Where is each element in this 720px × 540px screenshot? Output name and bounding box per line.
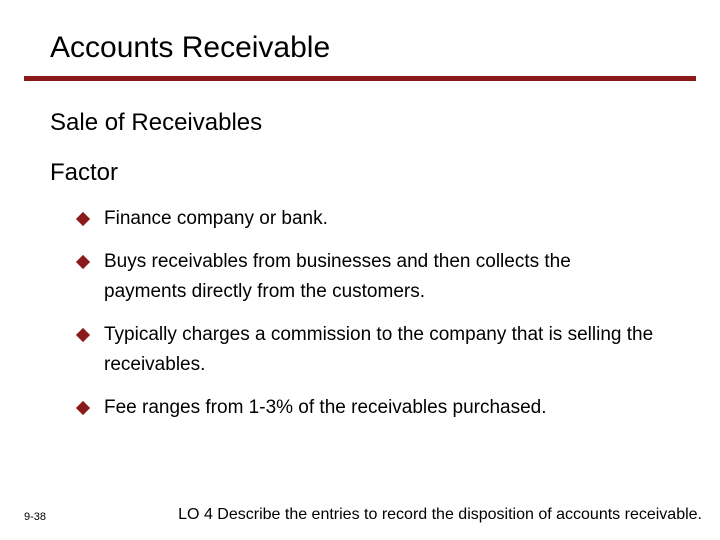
bullet-text: Buys receivables from businesses and then collects the payments directly from the customers.	[104, 251, 571, 302]
diamond-bullet-icon	[76, 328, 90, 342]
bullet-item	[78, 393, 658, 423]
bullet-text: Typically charges a commission to the company that is selling the receivables.	[104, 324, 654, 375]
learning-objective-footer: LO 4 Describe the entries to record the disposition of accounts receivable.	[178, 506, 702, 523]
slide-subtitle: Sale of Receivables	[50, 109, 263, 136]
bullet-item	[78, 247, 658, 307]
diamond-bullet-icon	[76, 401, 90, 415]
bullet-text: Finance company or bank.	[104, 208, 328, 229]
bullet-item	[78, 320, 658, 380]
bullet-list	[78, 204, 658, 436]
term-heading: Factor	[50, 159, 119, 186]
slide-number: 9-38	[24, 511, 47, 523]
title-divider	[24, 76, 696, 81]
diamond-bullet-icon	[76, 212, 90, 226]
diamond-bullet-icon	[76, 255, 90, 269]
bullet-text: Fee ranges from 1-3% of the receivables purchased.	[104, 397, 547, 418]
bullet-item	[78, 204, 658, 234]
slide-title: Accounts Receivable	[50, 31, 331, 64]
